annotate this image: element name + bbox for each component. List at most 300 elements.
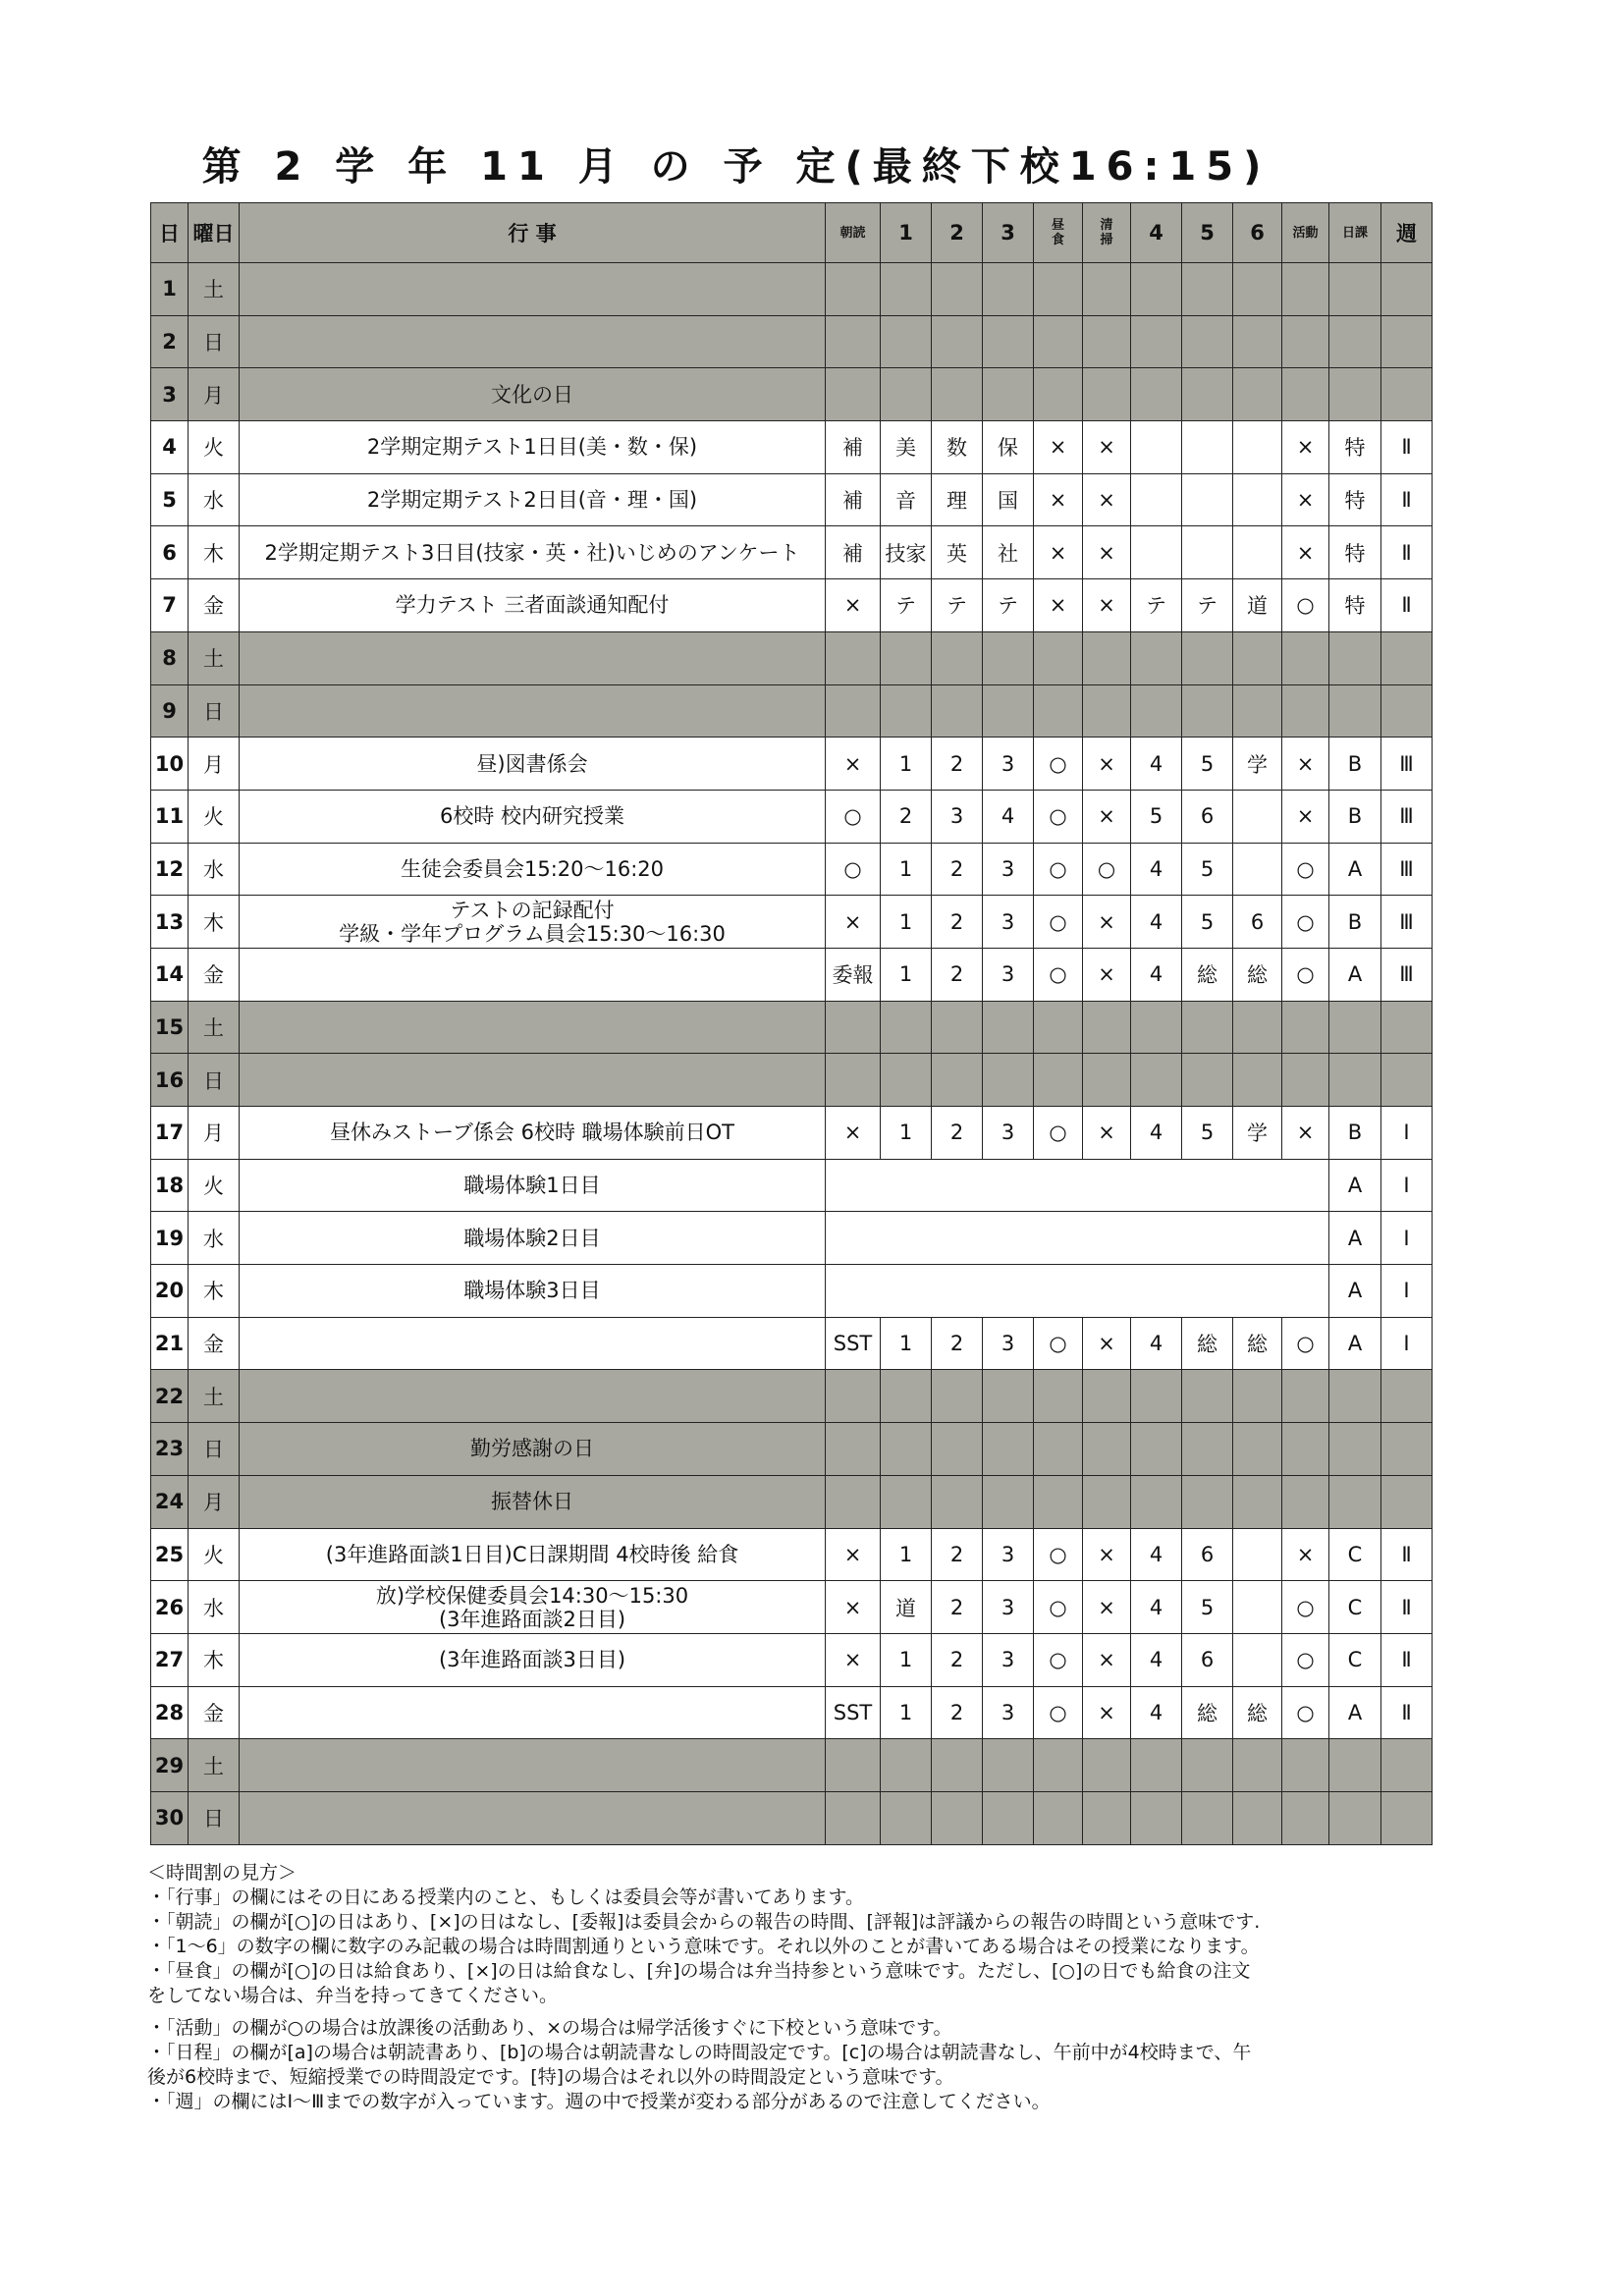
period-cell: 4 xyxy=(1131,1633,1182,1686)
period-cell xyxy=(932,1739,983,1792)
period-cell: Ⅱ xyxy=(1381,1633,1433,1686)
weekday-cell: 金 xyxy=(189,1317,240,1370)
period-cell xyxy=(1329,1739,1381,1792)
day-cell: 30 xyxy=(151,1791,189,1844)
day-cell: 11 xyxy=(151,790,189,843)
period-cell: × xyxy=(1083,790,1131,843)
period-cell xyxy=(1282,368,1329,421)
period-cell: Ⅱ xyxy=(1381,473,1433,526)
period-cell xyxy=(1131,368,1182,421)
period-cell xyxy=(1233,1739,1282,1792)
period-cell: 総 xyxy=(1233,1686,1282,1739)
period-cell: 2 xyxy=(881,790,932,843)
header-cell: 昼 食 xyxy=(1034,203,1083,263)
period-cell: ○ xyxy=(1282,1633,1329,1686)
event-cell xyxy=(240,631,826,684)
period-cell: ○ xyxy=(1034,843,1083,896)
period-cell xyxy=(881,631,932,684)
day-cell: 15 xyxy=(151,1001,189,1054)
period-cell xyxy=(1182,684,1233,738)
period-cell: × xyxy=(1282,421,1329,474)
header-cell: 活動 xyxy=(1282,203,1329,263)
period-cell xyxy=(1381,1054,1433,1107)
period-cell: テ xyxy=(881,579,932,632)
period-cell xyxy=(1233,1633,1282,1686)
period-cell xyxy=(1282,1739,1329,1792)
period-cell xyxy=(1034,315,1083,368)
period-cell xyxy=(1381,1423,1433,1476)
table-row xyxy=(151,1528,1433,1581)
period-cell xyxy=(1034,1054,1083,1107)
period-cell: 2 xyxy=(932,948,983,1001)
notes xyxy=(147,1861,1473,2114)
period-cell: A xyxy=(1329,948,1381,1001)
period-cell xyxy=(932,368,983,421)
weekday-cell: 日 xyxy=(189,1791,240,1844)
period-cell: 総 xyxy=(1233,948,1282,1001)
period-cell xyxy=(1329,1370,1381,1423)
weekday-cell: 日 xyxy=(189,1054,240,1107)
period-cell: テ xyxy=(932,579,983,632)
period-cell: B xyxy=(1329,738,1381,791)
period-cell xyxy=(826,263,881,316)
period-cell xyxy=(1282,1001,1329,1054)
period-cell: 特 xyxy=(1329,526,1381,579)
period-cell xyxy=(1233,790,1282,843)
period-cell: 4 xyxy=(1131,1107,1182,1160)
period-cell: 3 xyxy=(983,1528,1034,1581)
table-row xyxy=(151,843,1433,896)
table-row xyxy=(151,1581,1433,1634)
weekday-cell: 月 xyxy=(189,368,240,421)
period-cell: 保 xyxy=(983,421,1034,474)
period-cell: ○ xyxy=(1083,843,1131,896)
period-cell: C xyxy=(1329,1581,1381,1634)
table-row xyxy=(151,1317,1433,1370)
period-cell xyxy=(881,1423,932,1476)
period-cell: 6 xyxy=(1182,1528,1233,1581)
period-cell xyxy=(1034,1370,1083,1423)
period-cell: × xyxy=(826,1528,881,1581)
period-cell: 5 xyxy=(1182,1107,1233,1160)
period-cell xyxy=(881,263,932,316)
event-cell: 勤労感謝の日 xyxy=(240,1423,826,1476)
period-cell: 2 xyxy=(932,1633,983,1686)
period-cell: 4 xyxy=(1131,843,1182,896)
period-cell: 5 xyxy=(1182,1581,1233,1634)
header-cell: 朝読 xyxy=(826,203,881,263)
event-cell: 2学期定期テスト3日目(技家・英・社)いじめのアンケート xyxy=(240,526,826,579)
note-line: ・「朝読」の欄が[○]の日はあり、[×]の日はなし、[委報]は委員会からの報告の時間、[評報]は評議からの報告の時間という意味です. xyxy=(147,1911,1261,1933)
period-cell xyxy=(1182,473,1233,526)
page-title: 第 2 学 年 11 月 の 予 定(最終下校16:15) xyxy=(201,144,1271,190)
period-cell: 1 xyxy=(881,1633,932,1686)
period-cell: Ⅰ xyxy=(1381,1159,1433,1212)
period-cell xyxy=(1131,1423,1182,1476)
period-cell xyxy=(1131,1370,1182,1423)
table-row xyxy=(151,1159,1433,1212)
period-cell xyxy=(1282,1423,1329,1476)
header-cell: 3 xyxy=(983,203,1034,263)
event-cell: 2学期定期テスト1日目(美・数・保) xyxy=(240,421,826,474)
period-cell xyxy=(1329,1475,1381,1528)
period-cell: 5 xyxy=(1182,843,1233,896)
weekday-cell: 土 xyxy=(189,263,240,316)
period-cell: 3 xyxy=(932,790,983,843)
period-cell: ○ xyxy=(1034,1633,1083,1686)
period-cell: Ⅱ xyxy=(1381,526,1433,579)
period-cell xyxy=(826,1791,881,1844)
period-cell xyxy=(1182,368,1233,421)
period-cell xyxy=(932,1423,983,1476)
period-cell xyxy=(1034,684,1083,738)
weekday-cell: 月 xyxy=(189,1107,240,1160)
period-cell: 2 xyxy=(932,1317,983,1370)
period-cell: × xyxy=(1282,526,1329,579)
day-cell: 21 xyxy=(151,1317,189,1370)
weekday-cell: 金 xyxy=(189,579,240,632)
table-row xyxy=(151,1686,1433,1739)
period-cell: ○ xyxy=(1034,1528,1083,1581)
period-cell xyxy=(1182,1423,1233,1476)
period-cell xyxy=(1233,315,1282,368)
weekday-cell: 土 xyxy=(189,631,240,684)
period-cell: Ⅰ xyxy=(1381,1212,1433,1265)
period-cell xyxy=(1282,631,1329,684)
period-cell: 4 xyxy=(1131,1528,1182,1581)
period-cell xyxy=(1233,421,1282,474)
table-row xyxy=(151,1475,1433,1528)
period-cell: 1 xyxy=(881,896,932,949)
period-cell xyxy=(1233,473,1282,526)
period-cell: × xyxy=(826,1107,881,1160)
table-row xyxy=(151,421,1433,474)
day-cell: 25 xyxy=(151,1528,189,1581)
day-cell: 28 xyxy=(151,1686,189,1739)
day-cell: 8 xyxy=(151,631,189,684)
period-cell: Ⅲ xyxy=(1381,896,1433,949)
day-cell: 19 xyxy=(151,1212,189,1265)
period-cell: 5 xyxy=(1131,790,1182,843)
note-line: ・「週」の欄にはⅠ～Ⅲまでの数字が入っています。週の中で授業が変わる部分があるので注意してください。 xyxy=(147,2091,1051,2112)
period-cell: × xyxy=(1083,526,1131,579)
period-cell: 5 xyxy=(1182,896,1233,949)
period-cell xyxy=(1182,421,1233,474)
event-cell: (3年進路面談1日目)C日課期間 4校時後 給食 xyxy=(240,1528,826,1581)
period-cell xyxy=(1329,684,1381,738)
period-cell: ○ xyxy=(1282,1581,1329,1634)
period-cell xyxy=(1381,1475,1433,1528)
weekday-cell: 木 xyxy=(189,526,240,579)
period-cell xyxy=(1034,1791,1083,1844)
period-cell: 3 xyxy=(983,1107,1034,1160)
period-cell: 美 xyxy=(881,421,932,474)
event-cell: 6校時 校内研究授業 xyxy=(240,790,826,843)
period-cell xyxy=(1182,1001,1233,1054)
period-cell: × xyxy=(1083,1528,1131,1581)
period-cell: テ xyxy=(983,579,1034,632)
period-cell: × xyxy=(1083,738,1131,791)
table-row xyxy=(151,1739,1433,1792)
period-cell: A xyxy=(1329,1686,1381,1739)
day-cell: 29 xyxy=(151,1739,189,1792)
period-cell xyxy=(1131,684,1182,738)
period-cell: ○ xyxy=(826,843,881,896)
period-cell: 3 xyxy=(983,896,1034,949)
weekday-cell: 木 xyxy=(189,1633,240,1686)
period-cell xyxy=(881,1739,932,1792)
period-cell: B xyxy=(1329,1107,1381,1160)
period-cell: ○ xyxy=(1034,1686,1083,1739)
event-cell xyxy=(240,1317,826,1370)
period-cell xyxy=(932,684,983,738)
period-cell: A xyxy=(1329,1212,1381,1265)
period-cell xyxy=(1233,1475,1282,1528)
period-cell xyxy=(932,1054,983,1107)
period-cell: 4 xyxy=(1131,1686,1182,1739)
period-cell: 数 xyxy=(932,421,983,474)
period-cell: 技家 xyxy=(881,526,932,579)
note-line: ＜時間割の見方＞ xyxy=(147,1862,298,1884)
period-cell: × xyxy=(1083,948,1131,1001)
period-cell xyxy=(1083,1475,1131,1528)
period-cell xyxy=(826,1370,881,1423)
period-cell: 3 xyxy=(983,1317,1034,1370)
weekday-cell: 木 xyxy=(189,1265,240,1318)
period-cell xyxy=(1233,843,1282,896)
period-cell xyxy=(1083,315,1131,368)
period-cell: 2 xyxy=(932,843,983,896)
event-cell: 放)学校保健委員会14:30～15:30 (3年進路面談2日目) xyxy=(240,1581,826,1634)
period-cell xyxy=(1233,1054,1282,1107)
weekday-cell: 火 xyxy=(189,1159,240,1212)
table-row xyxy=(151,896,1433,949)
period-cell xyxy=(1083,631,1131,684)
period-cell xyxy=(1329,1001,1381,1054)
period-cell: 総 xyxy=(1182,1317,1233,1370)
period-cell: × xyxy=(1282,738,1329,791)
period-cell xyxy=(1034,631,1083,684)
day-cell: 1 xyxy=(151,263,189,316)
period-cell: テ xyxy=(1182,579,1233,632)
period-cell: × xyxy=(826,1633,881,1686)
period-cell: ○ xyxy=(1282,1686,1329,1739)
period-cell: 補 xyxy=(826,526,881,579)
period-cell xyxy=(1182,631,1233,684)
event-cell xyxy=(240,1054,826,1107)
table-row xyxy=(151,526,1433,579)
period-cell xyxy=(1131,263,1182,316)
event-cell xyxy=(240,1739,826,1792)
table-row xyxy=(151,738,1433,791)
period-cell: B xyxy=(1329,790,1381,843)
day-cell: 7 xyxy=(151,579,189,632)
period-cell xyxy=(1381,1739,1433,1792)
period-cell xyxy=(1034,1475,1083,1528)
note-line: ・「日程」の欄が[a]の場合は朝読書あり、[b]の場合は朝読書なしの時間設定です。[c]の場合は朝読書なし、午前中が4校時まで、午 xyxy=(147,2042,1252,2063)
period-cell: × xyxy=(1083,1107,1131,1160)
period-cell xyxy=(826,684,881,738)
event-cell xyxy=(240,948,826,1001)
period-cell xyxy=(1381,315,1433,368)
table-row xyxy=(151,263,1433,316)
period-cell xyxy=(932,1001,983,1054)
period-cell: ○ xyxy=(1282,1317,1329,1370)
period-cell: 1 xyxy=(881,948,932,1001)
period-cell xyxy=(983,1370,1034,1423)
period-cell: 3 xyxy=(983,1581,1034,1634)
period-cell xyxy=(1233,263,1282,316)
day-cell: 2 xyxy=(151,315,189,368)
period-cell: × xyxy=(1034,421,1083,474)
period-cell: ○ xyxy=(1282,843,1329,896)
period-cell xyxy=(1182,315,1233,368)
period-cell xyxy=(1233,631,1282,684)
day-cell: 3 xyxy=(151,368,189,421)
period-cell xyxy=(983,684,1034,738)
period-cell xyxy=(1233,1791,1282,1844)
period-cell xyxy=(881,1475,932,1528)
event-cell: 職場体験2日目 xyxy=(240,1212,826,1265)
weekday-cell: 水 xyxy=(189,473,240,526)
period-cell: 総 xyxy=(1182,948,1233,1001)
period-cell xyxy=(1381,1001,1433,1054)
weekday-cell: 火 xyxy=(189,790,240,843)
day-cell: 24 xyxy=(151,1475,189,1528)
period-cell: 2 xyxy=(932,1581,983,1634)
period-cell: 1 xyxy=(881,1107,932,1160)
table-row xyxy=(151,1212,1433,1265)
event-cell xyxy=(240,1686,826,1739)
period-cell xyxy=(1329,1054,1381,1107)
table-row xyxy=(151,948,1433,1001)
period-cell xyxy=(826,1212,1329,1265)
period-cell xyxy=(1182,1739,1233,1792)
period-cell xyxy=(1282,1791,1329,1844)
period-cell xyxy=(1034,368,1083,421)
note-line: ・「行事」の欄にはその日にある授業内のこと、もしくは委員会等が書いてあります。 xyxy=(147,1886,864,1908)
period-cell xyxy=(1083,1370,1131,1423)
period-cell xyxy=(1083,1739,1131,1792)
period-cell: × xyxy=(1282,1528,1329,1581)
period-cell xyxy=(1282,1475,1329,1528)
period-cell: 1 xyxy=(881,738,932,791)
event-cell: 振替休日 xyxy=(240,1475,826,1528)
period-cell: SST xyxy=(826,1317,881,1370)
period-cell: 5 xyxy=(1182,738,1233,791)
weekday-cell: 土 xyxy=(189,1739,240,1792)
period-cell: ○ xyxy=(1282,896,1329,949)
period-cell xyxy=(983,315,1034,368)
period-cell xyxy=(1329,1423,1381,1476)
period-cell xyxy=(1083,1054,1131,1107)
day-cell: 14 xyxy=(151,948,189,1001)
period-cell xyxy=(1233,526,1282,579)
period-cell: 2 xyxy=(932,1107,983,1160)
period-cell xyxy=(1182,1054,1233,1107)
period-cell: ○ xyxy=(1034,1581,1083,1634)
period-cell xyxy=(1182,263,1233,316)
period-cell: Ⅰ xyxy=(1381,1107,1433,1160)
period-cell xyxy=(1233,1528,1282,1581)
period-cell xyxy=(1083,684,1131,738)
period-cell xyxy=(1131,1475,1182,1528)
event-cell: (3年進路面談3日目) xyxy=(240,1633,826,1686)
period-cell: 総 xyxy=(1182,1686,1233,1739)
weekday-cell: 水 xyxy=(189,843,240,896)
period-cell xyxy=(826,1001,881,1054)
table-row xyxy=(151,368,1433,421)
period-cell: × xyxy=(1282,473,1329,526)
period-cell: 委報 xyxy=(826,948,881,1001)
weekday-cell: 木 xyxy=(189,896,240,949)
period-cell: 2 xyxy=(932,896,983,949)
period-cell: ○ xyxy=(1034,896,1083,949)
weekday-cell: 月 xyxy=(189,1475,240,1528)
period-cell: 理 xyxy=(932,473,983,526)
period-cell: 1 xyxy=(881,1528,932,1581)
event-cell xyxy=(240,1001,826,1054)
period-cell: ○ xyxy=(1282,948,1329,1001)
period-cell: 4 xyxy=(983,790,1034,843)
period-cell xyxy=(881,1370,932,1423)
event-cell: 生徒会委員会15:20～16:20 xyxy=(240,843,826,896)
period-cell xyxy=(1282,315,1329,368)
period-cell: 道 xyxy=(1233,579,1282,632)
period-cell xyxy=(1131,1739,1182,1792)
period-cell: 社 xyxy=(983,526,1034,579)
period-cell: × xyxy=(1282,1107,1329,1160)
period-cell xyxy=(932,1475,983,1528)
period-cell xyxy=(1131,421,1182,474)
period-cell: ○ xyxy=(1034,948,1083,1001)
period-cell: 特 xyxy=(1329,421,1381,474)
period-cell: × xyxy=(1083,1633,1131,1686)
period-cell xyxy=(983,631,1034,684)
period-cell: × xyxy=(1282,790,1329,843)
period-cell xyxy=(983,263,1034,316)
period-cell: 4 xyxy=(1131,738,1182,791)
table-row xyxy=(151,684,1433,738)
period-cell: 特 xyxy=(1329,473,1381,526)
table-row xyxy=(151,1054,1433,1107)
event-cell: 昼)図書係会 xyxy=(240,738,826,791)
period-cell: C xyxy=(1329,1633,1381,1686)
event-cell xyxy=(240,315,826,368)
period-cell: 音 xyxy=(881,473,932,526)
period-cell xyxy=(1329,368,1381,421)
period-cell xyxy=(1083,1791,1131,1844)
period-cell: 3 xyxy=(983,1686,1034,1739)
day-cell: 16 xyxy=(151,1054,189,1107)
period-cell: × xyxy=(1083,579,1131,632)
period-cell xyxy=(1182,1370,1233,1423)
event-cell: 学力テスト 三者面談通知配付 xyxy=(240,579,826,632)
period-cell xyxy=(1381,263,1433,316)
period-cell: × xyxy=(1034,526,1083,579)
period-cell xyxy=(826,1159,1329,1212)
header-cell: 4 xyxy=(1131,203,1182,263)
period-cell xyxy=(1233,368,1282,421)
period-cell: 英 xyxy=(932,526,983,579)
weekday-cell: 日 xyxy=(189,315,240,368)
day-cell: 20 xyxy=(151,1265,189,1318)
period-cell: Ⅱ xyxy=(1381,421,1433,474)
period-cell: × xyxy=(826,738,881,791)
period-cell xyxy=(881,1001,932,1054)
period-cell: ○ xyxy=(826,790,881,843)
period-cell: A xyxy=(1329,843,1381,896)
